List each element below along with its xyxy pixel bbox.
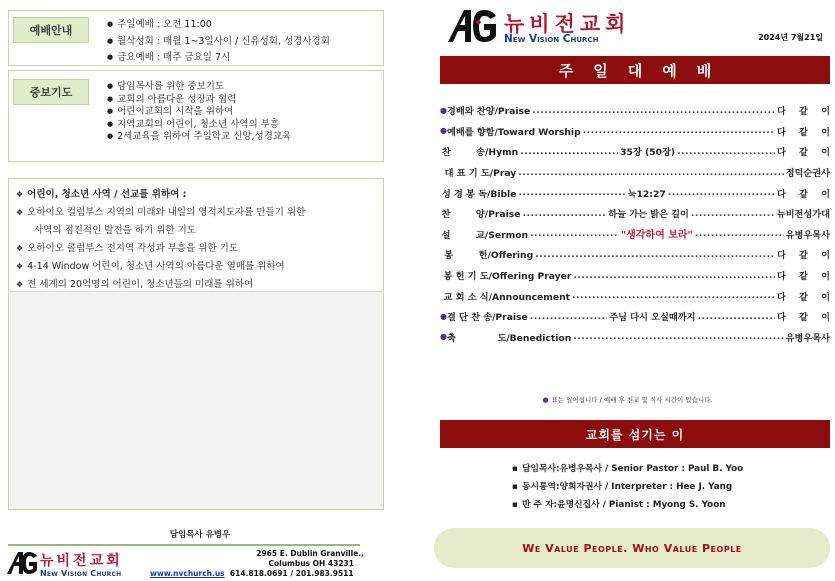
table-row	[440, 224, 830, 245]
table-row	[440, 285, 835, 306]
church-name-kr: 뉴비전교회	[40, 553, 123, 569]
dot-leader	[522, 208, 606, 219]
order-title: 성 경 봉 독/Bible	[441, 188, 517, 200]
order-title: 봉 헌/Offering	[444, 250, 534, 262]
footer-logo	[6, 550, 156, 580]
dot-leader	[532, 105, 775, 116]
purple-dot-icon: ●	[440, 126, 447, 136]
purple-dot-icon: ●	[440, 311, 447, 321]
order-leader: 다 같 이	[776, 106, 835, 118]
phone-numbers: 614.818.0691 / 201.983.9511	[229, 569, 354, 578]
mission-line: 오하이오 컬럼부스 지역의 미래와 내일의 영적지도자를 만들기 위한	[27, 207, 306, 218]
order-leader: 유병우목사	[785, 332, 830, 344]
table-row	[440, 100, 835, 121]
order-detail: "생각하여 보라"	[620, 230, 693, 242]
table-row	[440, 306, 835, 327]
worship-info-list	[107, 17, 330, 67]
dot-leader	[518, 167, 783, 178]
order-leader: 다 같 이	[776, 271, 835, 283]
dot-leader	[668, 187, 775, 198]
dot-leader	[695, 228, 784, 239]
address-city: Columbus OH 43231	[268, 559, 354, 568]
mission-line: 4-14 Window 어린이, 청소년 사역의 아름다운 열매를 위하여	[27, 261, 285, 272]
serve-title-banner: 교회를 섬기는 이	[440, 420, 830, 448]
table-row	[440, 121, 835, 142]
order-title: 설 교/Sermon	[441, 229, 529, 241]
order-detail: 35장 (50장)	[620, 147, 676, 159]
mission-heading: 어린이, 청소년 사역 / 선교를 위하여 :	[27, 189, 187, 200]
pastor-line: 담임목사 유병우	[169, 530, 231, 540]
website-link[interactable]: www.nvchurch.us	[150, 569, 225, 578]
dot-leader	[677, 146, 775, 157]
list-item: ● 교회의 아름다운 성장과 협력	[107, 94, 291, 107]
dot-leader	[520, 146, 618, 157]
dot-leader	[583, 125, 775, 136]
footnote	[420, 395, 835, 404]
address-block	[150, 549, 364, 579]
order-title: 경배와 찬양/Praise	[446, 106, 531, 118]
table-row	[440, 162, 830, 183]
mission-line: 전 세계의 20억명의 어린이, 청소년들의 미래를 위하여	[27, 279, 254, 290]
list-item: ▪ 동시통역:양희자권사 / Interpreter : Hee J. Yang	[512, 478, 743, 496]
list-item: ● 월삭성회 : 매월 1~3일사이 / 신유성회, 성경사경회	[107, 34, 330, 51]
table-row	[440, 244, 835, 265]
order-leader: 다 같 이	[776, 147, 835, 159]
order-detail: 하늘 가는 밝은 길이	[608, 209, 689, 221]
church-logo	[446, 6, 646, 46]
mission-text	[10, 180, 382, 290]
diamond-bullet-icon: ❖	[16, 262, 24, 271]
mission-line: 오하이오 콜럼부스 전지역 각성과 부흥을 위한 기도	[27, 243, 239, 254]
address-street: 2965 E. Dublin Granville.,	[256, 549, 364, 558]
table-row	[440, 203, 830, 224]
diamond-bullet-icon: ❖	[16, 208, 24, 217]
order-title: 결 단 찬 송/Praise	[446, 312, 528, 324]
divider	[8, 544, 360, 546]
prayer-label: 중보기도	[13, 79, 89, 105]
purple-dot-icon: ●	[440, 105, 447, 115]
dot-leader	[573, 270, 775, 281]
list-item: ▪ 담임목사:유병우목사 / Senior Pastor : Paul B. Yoo	[512, 460, 743, 478]
diamond-bullet-icon: ❖	[16, 244, 24, 253]
mission-box	[8, 178, 384, 510]
table-row	[440, 141, 835, 162]
order-title: 축 도/Benediction	[446, 332, 572, 344]
order-leader: 유병우목사	[785, 229, 831, 241]
order-title: 교 회 소 식/Announcement	[443, 291, 571, 303]
prayer-box	[8, 70, 384, 162]
order-title: 찬 송/Hymn	[441, 147, 519, 159]
right-panel	[420, 0, 835, 581]
table-row	[440, 182, 835, 203]
dot-leader	[518, 187, 625, 198]
dot-leader	[572, 290, 775, 301]
order-title: 대 표 기 도/Pray	[444, 168, 517, 180]
ag-logo-icon	[446, 8, 498, 44]
staff-list	[512, 460, 743, 514]
order-detail: 주님 다시 오실때까지	[609, 312, 696, 324]
church-name-en: New Vision Church	[40, 569, 122, 578]
worship-order-list	[440, 100, 835, 347]
order-title: 예배를 향함/Toward Worship	[446, 126, 581, 138]
worship-info-label: 예배안내	[13, 17, 89, 43]
dot-leader	[530, 228, 619, 239]
list-item: ● 담임목사를 위한 중보기도	[107, 81, 291, 94]
order-leader: 뉴비전성가대	[776, 209, 830, 221]
table-row	[440, 265, 835, 286]
mission-line: 사역의 점진적인 발전을 하기 위한 기도	[34, 225, 196, 236]
diamond-bullet-icon: ❖	[16, 190, 24, 199]
order-leader: 다 같 이	[776, 188, 835, 200]
order-title: 봉 헌 기 도/Offering Prayer	[443, 271, 572, 283]
purple-dot-icon: ●	[542, 396, 549, 404]
footnote-text: 표는 일어섭니다 / 예배 후 친교 및 식사 시간이 있습니다.	[551, 396, 713, 404]
service-date: 2024년 7월21일	[758, 33, 823, 42]
dot-leader	[691, 208, 775, 219]
dot-leader	[573, 331, 783, 342]
order-title: 찬 양/Praise	[441, 209, 521, 221]
church-name-en: New Vision Church	[504, 33, 599, 45]
list-item: ● 금요예배 : 매주 금요일 7시	[107, 50, 330, 67]
list-item: ▪ 반 주 자:윤명신집사 / Pianist : Myong S. Yoon	[512, 496, 743, 514]
order-detail: 눅12:27	[627, 188, 666, 200]
dot-leader	[698, 311, 775, 322]
worship-title-banner: 주일대예배	[440, 56, 830, 84]
order-leader: 다 같 이	[776, 291, 835, 303]
worship-info-box	[8, 10, 384, 66]
prayer-list	[107, 81, 291, 144]
dot-leader	[535, 249, 775, 260]
motto-banner: We Value People. Who Value People	[434, 528, 830, 568]
list-item: ● 2세교육을 위하여 주일학교 신앙,성경교육	[107, 131, 291, 144]
order-leader: 다 같 이	[776, 126, 835, 138]
ag-logo-icon	[6, 550, 38, 576]
church-name-kr: 뉴비전교회	[504, 12, 631, 36]
blank-area	[10, 291, 382, 509]
list-item: ● 주일예배 : 오전 11:00	[107, 17, 330, 34]
order-leader: 다 같 이	[776, 250, 835, 262]
diamond-bullet-icon: ❖	[16, 280, 24, 289]
purple-dot-icon: ●	[440, 332, 447, 342]
dot-leader	[530, 311, 607, 322]
list-item: ● 지역교회의 어린이, 청소년 사역의 부흥	[107, 119, 291, 132]
list-item: ● 어린이교회의 시작을 위하여	[107, 106, 291, 119]
table-row	[440, 327, 830, 348]
order-leader: 다 같 이	[776, 312, 835, 324]
order-leader: 정덕순권사	[785, 168, 830, 180]
